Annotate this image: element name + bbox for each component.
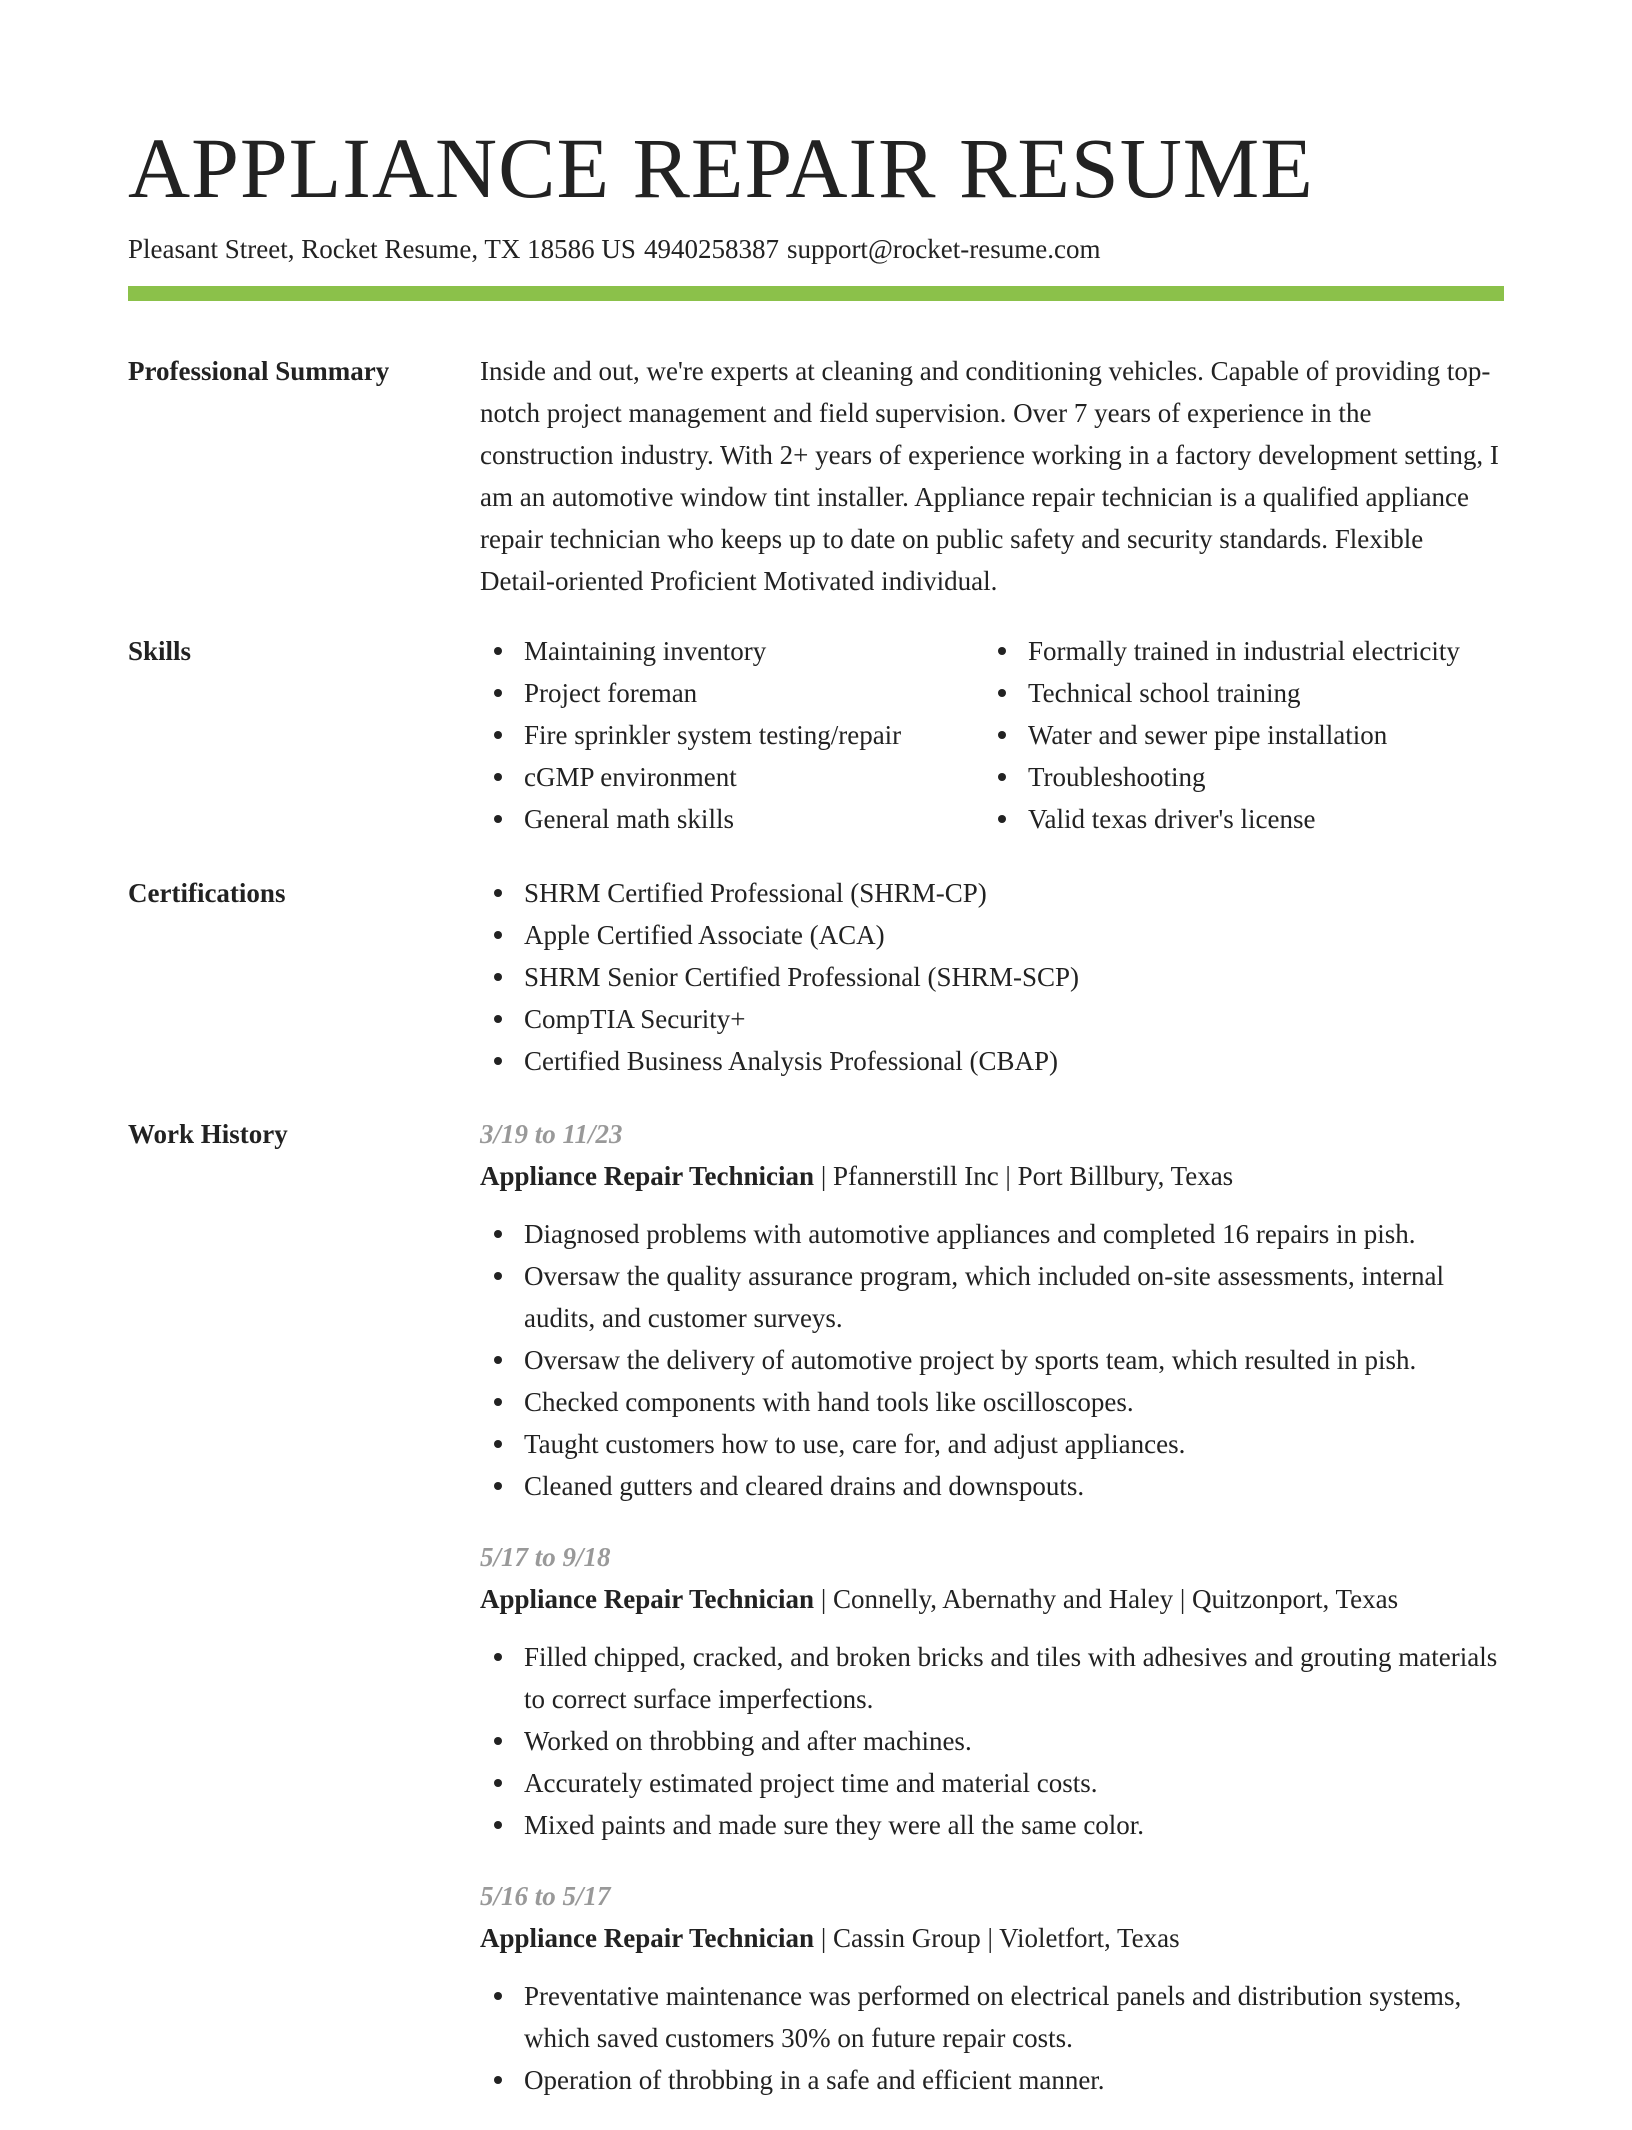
- job-details: | Pfannerstill Inc | Port Billbury, Texas: [814, 1161, 1234, 1191]
- summary-text: Inside and out, we're experts at cleaning and conditioning vehicles. Capable of providing top-notch project management and field supervision. Over 7 years of experience in the construction industry. With 2+ years of experience working in a factory development setting, I am an automotive window tint installer. Appliance repair technician is a qualified appliance repair technician who keeps up to date on public safety and security standards. Flexible Detail-oriented Proficient Motivated individual.: [480, 356, 1499, 596]
- job-details: | Connelly, Abernathy and Haley | Quitzonport, Texas: [814, 1584, 1399, 1614]
- job-bullet: Filled chipped, cracked, and broken bricks and tiles with adhesives and grouting materials to correct surface imperfections.: [480, 1636, 1504, 1720]
- skill-item: Project foreman: [480, 672, 984, 714]
- skill-item: Formally trained in industrial electricity: [984, 630, 1488, 672]
- accent-divider: [128, 286, 1504, 301]
- skill-item: Troubleshooting: [984, 756, 1488, 798]
- summary-section: [480, 350, 1504, 602]
- skill-item: Water and sewer pipe installation: [984, 714, 1488, 756]
- certification-item: SHRM Senior Certified Professional (SHRM-SCP): [480, 956, 1504, 998]
- job-bullet: Oversaw the delivery of automotive project by sports team, which resulted in pish.: [480, 1339, 1504, 1381]
- skills-section: [480, 630, 1504, 840]
- job-title: Appliance Repair Technician: [480, 1161, 815, 1191]
- certification-item: SHRM Certified Professional (SHRM-CP): [480, 872, 1504, 914]
- job-bullets: [480, 1213, 1504, 1507]
- job-bullet: Checked components with hand tools like oscilloscopes.: [480, 1381, 1504, 1423]
- skills-heading: Skills: [128, 636, 192, 666]
- job-bullet: Preventative maintenance was performed on electrical panels and distribution systems, which saved customers 30% on future repair costs.: [480, 1975, 1504, 2059]
- job-header: [480, 1917, 1504, 1959]
- job-bullet: Accurately estimated project time and material costs.: [480, 1762, 1504, 1804]
- job-bullet: Diagnosed problems with automotive appliances and completed 16 repairs in pish.: [480, 1213, 1504, 1255]
- job-bullet: Taught customers how to use, care for, and adjust appliances.: [480, 1423, 1504, 1465]
- contact-address: Pleasant Street, Rocket Resume, TX 18586 US: [128, 234, 636, 264]
- job-entry: [480, 1875, 1504, 2101]
- work-history-section: [480, 1113, 1504, 2130]
- certification-item: Apple Certified Associate (ACA): [480, 914, 1504, 956]
- resume-title: APPLIANCE REPAIR RESUME: [128, 120, 1314, 216]
- job-dates: 5/16 to 5/17: [480, 1881, 611, 1911]
- skill-item: cGMP environment: [480, 756, 984, 798]
- certification-item: CompTIA Security+: [480, 998, 1504, 1040]
- job-details: | Cassin Group | Violetfort, Texas: [814, 1923, 1180, 1953]
- skill-item: Fire sprinkler system testing/repair: [480, 714, 984, 756]
- summary-heading: Professional Summary: [128, 356, 390, 386]
- job-dates: 5/17 to 9/18: [480, 1542, 611, 1572]
- contact-phone: 4940258387: [643, 234, 779, 264]
- skill-item: Valid texas driver's license: [984, 798, 1488, 840]
- skill-item: Maintaining inventory: [480, 630, 984, 672]
- job-dates: 3/19 to 11/23: [480, 1119, 623, 1149]
- certifications-heading: Certifications: [128, 878, 286, 908]
- contact-email: support@rocket-resume.com: [786, 234, 1101, 264]
- certification-item: Certified Business Analysis Professional (CBAP): [480, 1040, 1504, 1082]
- contact-line: [128, 231, 1100, 267]
- job-title: Appliance Repair Technician: [480, 1584, 815, 1614]
- job-header: [480, 1155, 1504, 1197]
- skills-list-right: [984, 630, 1488, 840]
- job-bullet: Mixed paints and made sure they were all the same color.: [480, 1804, 1504, 1846]
- job-title: Appliance Repair Technician: [480, 1923, 815, 1953]
- job-bullet: Oversaw the quality assurance program, which included on-site assessments, internal audits, and customer surveys.: [480, 1255, 1504, 1339]
- job-bullets: [480, 1975, 1504, 2101]
- job-entry: [480, 1536, 1504, 1846]
- work-history-heading: Work History: [128, 1119, 288, 1149]
- certifications-list: [480, 872, 1504, 1082]
- job-bullets: [480, 1636, 1504, 1846]
- skill-item: General math skills: [480, 798, 984, 840]
- job-bullet: Worked on throbbing and after machines.: [480, 1720, 1504, 1762]
- job-entry: [480, 1113, 1504, 1507]
- skills-list-left: [480, 630, 984, 840]
- job-bullet: Cleaned gutters and cleared drains and downspouts.: [480, 1465, 1504, 1507]
- job-bullet: Operation of throbbing in a safe and efficient manner.: [480, 2059, 1504, 2101]
- skill-item: Technical school training: [984, 672, 1488, 714]
- certifications-section: [480, 872, 1504, 1082]
- job-header: [480, 1578, 1504, 1620]
